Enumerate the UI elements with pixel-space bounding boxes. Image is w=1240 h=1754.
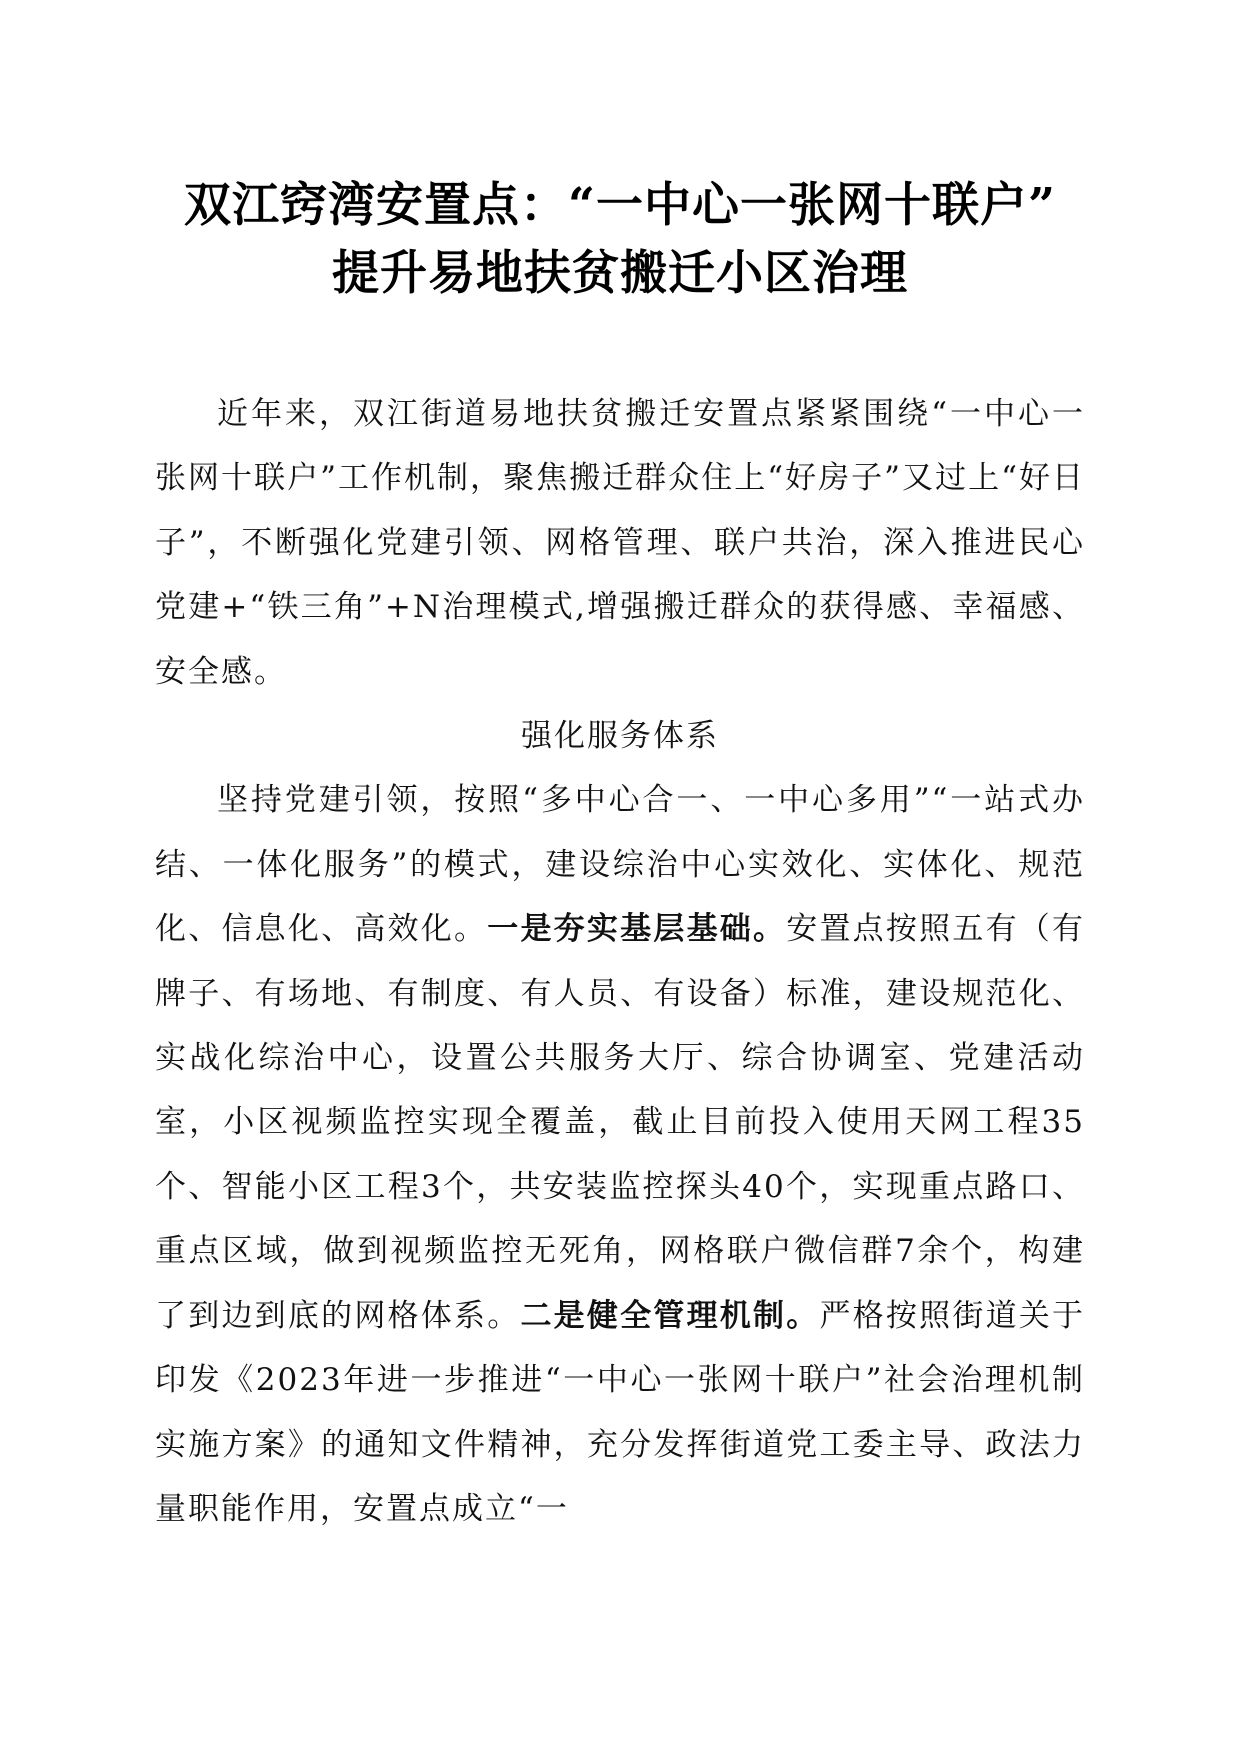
document-body [155,382,1085,1541]
bold-point-1: 一是夯实基层基础。 [487,911,787,948]
paragraph-text-1: 坚持党建引领，按照“多中心合一、一中心多用”“一站式办结、一体化服务”的模式，建设综治中心实效化、实体化、规范化、信息化、高效化。 [155,782,1085,948]
title-line-1: 双江窍湾安置点：“一中心一张网十联户” [183,178,1057,233]
paragraph-text-2: 安置点按照五有（有牌子、有场地、有制度、有人员、有设备）标准，建设规范化、实战化综治中心，设置公共服务大厅、综合协调室、党建活动室，小区视频监控实现全覆盖，截止目前投入使用天网工程35个、智能小区工程3个，共安装监控探头40个，实现重点路口、重点区域，做到视频监控无死角，网格联户微信群7余个，构建了到边到底的网格体系。 [155,911,1086,1334]
document-title [150,172,1090,308]
bold-point-2: 二是健全管理机制。 [520,1297,820,1334]
service-system-paragraph [155,768,1085,1541]
title-line-2: 提升易地扶贫搬迁小区治理 [332,246,908,301]
intro-paragraph: 近年来，双江街道易地扶贫搬迁安置点紧紧围绕“一中心一张网十联户”工作机制，聚焦搬迁群众住上“好房子”又过上“好日子”，不断强化党建引领、网格管理、联户共治，深入推进民心党建+“铁三角”+N治理模式,增强搬迁群众的获得感、幸福感、安全感。 [155,396,1085,690]
section-heading: 强化服务体系 [521,718,719,755]
paragraph-text-3: 严格按照街道关于印发《2023年进一步推进“一中心一张网十联户”社会治理机制实施方案》的通知文件精神，充分发挥街道党工委主导、政法力量职能作用，安置点成立“一 [155,1297,1086,1527]
